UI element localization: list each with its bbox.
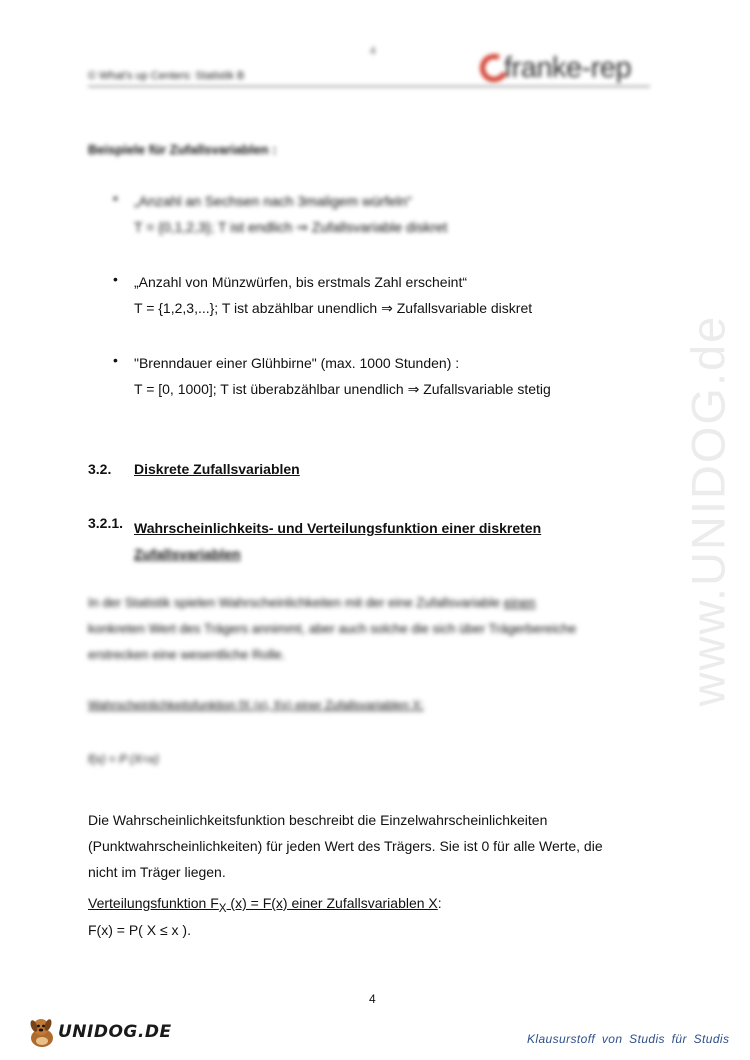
vf-heading-a: Verteilungsfunktion F	[88, 895, 219, 911]
description-paragraph	[88, 807, 663, 885]
bullet-item-3	[134, 350, 551, 402]
footer-logo-text: UNIDOG.DE	[58, 1022, 172, 1042]
probability-function-formula: f(x) = P (X=x)	[88, 752, 159, 766]
bullet-item-2-line2: T = {1,2,3,...}; T ist abzählbar unendlich ⇒ Zufallsvariable diskret	[134, 300, 533, 316]
bullet-marker: •	[113, 271, 118, 287]
page-number: 4	[369, 992, 376, 1006]
intro-paragraph-line1	[88, 590, 660, 616]
subsection-title-line2: Zufallsvariablen	[134, 546, 241, 562]
description-line2: (Punktwahrscheinlichkeiten) für jeden Wert des Trägers. Sie ist 0 für alle Werte, die	[88, 838, 603, 854]
subsection-title-line1: Wahrscheinlichkeits- und Verteilungsfunktion einer diskreten	[134, 520, 542, 536]
footer-slogan: Klausurstoff von Studis für Studis	[527, 1032, 730, 1046]
subsection-title	[134, 515, 541, 567]
subsection-number: 3.2.1.	[88, 515, 124, 531]
bullet-item-3-line2: T = [0, 1000]; T ist überabzählbar unendlich ⇒ Zufallsvariable stetig	[134, 381, 551, 397]
description-line3: nicht im Träger liegen.	[88, 864, 226, 880]
description-line1: Die Wahrscheinlichkeitsfunktion beschreibt die Einzelwahrscheinlichkeiten	[88, 812, 548, 828]
bullet-item-2	[134, 269, 532, 321]
intro-paragraph	[88, 590, 660, 668]
dog-mascot-icon	[24, 1014, 60, 1050]
vf-heading-colon: :	[437, 895, 442, 911]
logo-text: franke-rep	[504, 51, 632, 84]
probability-function-heading: Wahrscheinlichkeitsfunktion fX (x), f(x) einer Zufallsvariablen X:	[88, 698, 424, 712]
bullet-item-2-line1: „Anzahl von Münzwürfen, bis erstmals Zahl erscheint“	[134, 274, 468, 290]
section-number: 3.2.	[88, 461, 112, 477]
distribution-function-formula: F(x) = P( X ≤ x ).	[88, 922, 191, 938]
watermark	[608, 260, 750, 760]
vf-heading-sub: X	[218, 901, 227, 915]
bullet-item-1	[134, 188, 447, 240]
bullet-item-1-line2: T = {0,1,2,3}; T ist endlich ⇒ Zufallsvariable diskret	[134, 219, 448, 235]
intro-paragraph-line2: konkreten Wert des Trägers annimmt, aber auch solche die sich über Trägerbereiche	[88, 621, 577, 636]
bullet-marker: •	[113, 190, 118, 206]
header-page-number: 4	[370, 46, 376, 57]
watermark-text: www.UNIDOG.de	[681, 314, 735, 706]
intro-line1-underlined: einen	[503, 595, 536, 610]
intro-line1-text: In der Statistik spielen Wahrscheinlichkeiten mit der eine Zufallsvariable	[88, 595, 504, 610]
header-title: © What's up Centers: Statistik B	[88, 70, 245, 82]
bullet-marker: •	[113, 352, 118, 368]
header-divider	[88, 86, 650, 87]
section-heading: Beispiele für Zufallsvariablen :	[88, 142, 277, 157]
bullet-item-1-line1: „Anzahl an Sechsen nach 3maligem würfeln“	[134, 193, 412, 209]
section-title: Diskrete Zufallsvariablen	[134, 461, 300, 477]
vf-heading-b: (x) = F(x) einer Zufallsvariablen X	[226, 895, 438, 911]
unidog-logo	[24, 1014, 172, 1050]
intro-paragraph-line3: erstrecken eine wesentliche Rolle.	[88, 647, 286, 662]
bullet-item-3-line1: "Brenndauer einer Glühbirne" (max. 1000 Stunden) :	[134, 355, 460, 371]
franke-rep-logo	[480, 48, 655, 88]
distribution-function-heading	[88, 895, 442, 915]
